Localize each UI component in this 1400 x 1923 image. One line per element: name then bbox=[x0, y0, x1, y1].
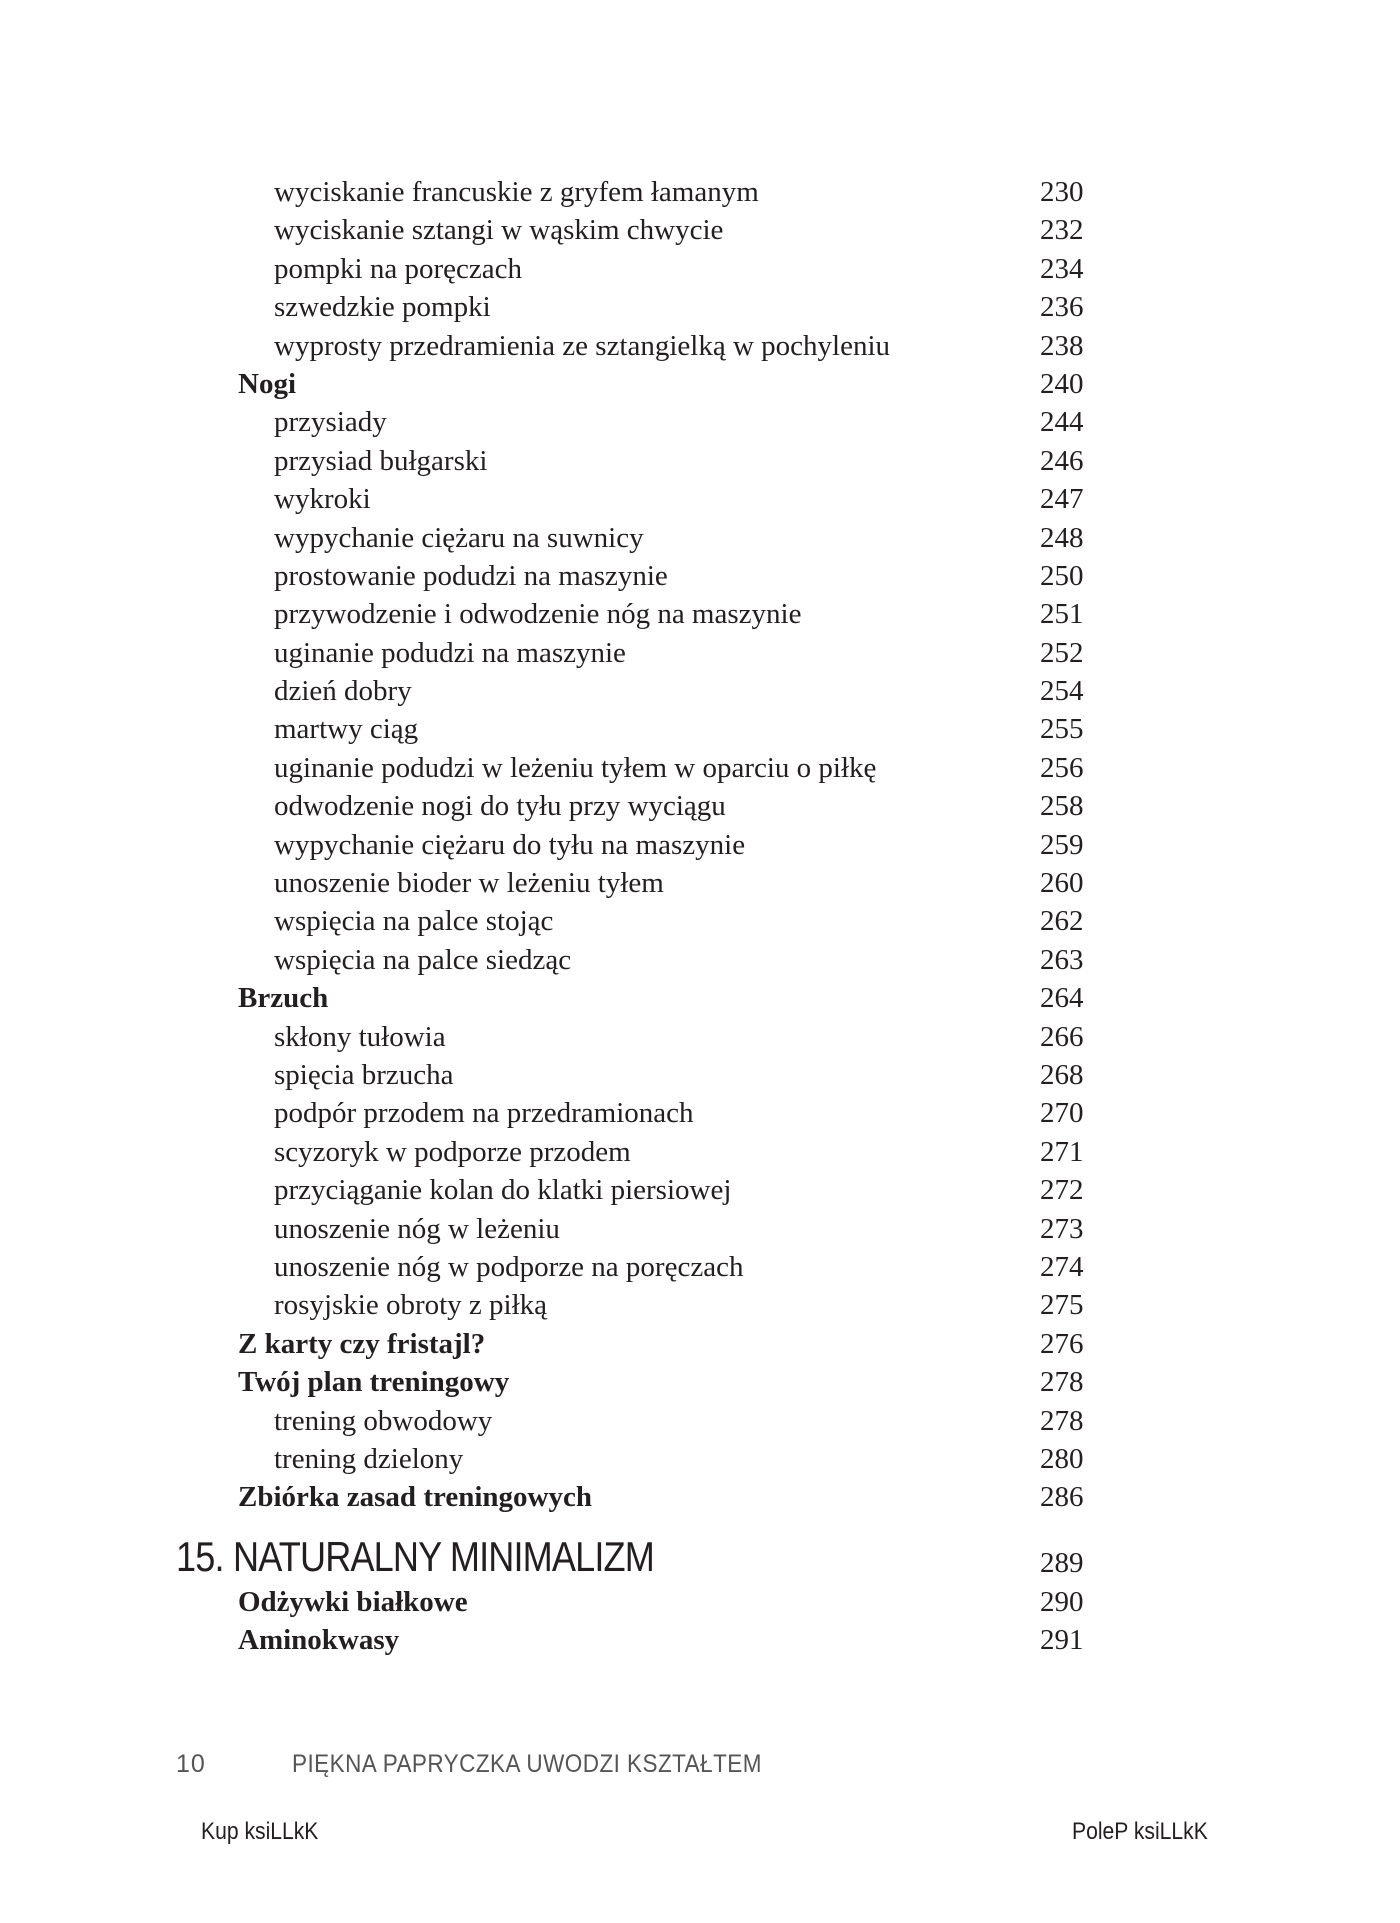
toc-entry-page-number: 280 bbox=[1040, 1442, 1084, 1475]
toc-section-entry bbox=[0, 1478, 1400, 1516]
toc-item-entry bbox=[0, 173, 1400, 211]
toc-section-entry bbox=[0, 365, 1400, 403]
toc-item-entry bbox=[0, 749, 1400, 787]
toc-entry-title: spięcia brzucha bbox=[274, 1058, 454, 1091]
toc-entry-title: dzień dobry bbox=[274, 675, 412, 708]
toc-entry-title: rosyjskie obroty z piłką bbox=[274, 1289, 548, 1322]
toc-entry-title: unoszenie nóg w podporze na poręczach bbox=[274, 1250, 744, 1283]
toc-item-entry bbox=[0, 1402, 1400, 1440]
recommend-book-link[interactable]: PoleP ksiLLkK bbox=[1072, 1818, 1208, 1845]
toc-entry-title: odwodzenie nogi do tyłu przy wyciągu bbox=[274, 790, 726, 823]
toc-section-entry bbox=[0, 1621, 1400, 1659]
toc-section-entry bbox=[0, 979, 1400, 1017]
toc-entry-page-number: 259 bbox=[1040, 828, 1084, 861]
toc-entry-page-number: 270 bbox=[1040, 1097, 1084, 1130]
toc-section-entry bbox=[0, 1325, 1400, 1363]
toc-entry-title: przywodzenie i odwodzenie nóg na maszynie bbox=[274, 598, 802, 631]
toc-item-entry bbox=[0, 327, 1400, 365]
toc-entry-title: skłony tułowia bbox=[274, 1020, 446, 1053]
toc-entry-page-number: 252 bbox=[1040, 636, 1084, 669]
toc-entry-page-number: 266 bbox=[1040, 1020, 1084, 1053]
toc-entry-title: Brzuch bbox=[238, 982, 329, 1015]
toc-entry-page-number: 244 bbox=[1040, 406, 1084, 439]
toc-entry-title: pompki na poręczach bbox=[274, 252, 523, 285]
toc-entry-title: uginanie podudzi w leżeniu tyłem w oparciu o piłkę bbox=[274, 751, 877, 784]
toc-entry-page-number: 240 bbox=[1040, 367, 1084, 400]
toc-entry-page-number: 248 bbox=[1040, 521, 1084, 554]
toc-item-entry bbox=[0, 864, 1400, 902]
chapter-title: NATURALNY MINIMALIZM bbox=[233, 1532, 654, 1580]
toc-item-entry bbox=[0, 480, 1400, 518]
toc-entry-page-number: 273 bbox=[1040, 1212, 1084, 1245]
toc-entry-page-number: 255 bbox=[1040, 713, 1084, 746]
toc-entry-title: wypychanie ciężaru na suwnicy bbox=[274, 521, 644, 554]
toc-entry-page-number: 251 bbox=[1040, 598, 1084, 631]
toc-item-entry bbox=[0, 1171, 1400, 1209]
toc-entry-page-number: 256 bbox=[1040, 751, 1084, 784]
toc-entry-title: wyciskanie francuskie z gryfem łamanym bbox=[274, 176, 759, 208]
toc-item-entry bbox=[0, 1056, 1400, 1094]
toc-item-entry bbox=[0, 1440, 1400, 1478]
toc-item-entry bbox=[0, 1018, 1400, 1056]
toc-item-entry bbox=[0, 250, 1400, 288]
toc-entry-title: uginanie podudzi na maszynie bbox=[274, 636, 626, 669]
toc-entry-page-number: 232 bbox=[1040, 214, 1084, 247]
toc-item-entry bbox=[0, 519, 1400, 557]
toc-entry-page-number: 260 bbox=[1040, 867, 1084, 900]
toc-entry-page-number: 278 bbox=[1040, 1404, 1084, 1437]
toc-entry-page-number: 268 bbox=[1040, 1058, 1084, 1091]
toc-entry-title: przysiad bułgarski bbox=[274, 444, 488, 477]
toc-entry-title: Odżywki białkowe bbox=[238, 1585, 468, 1618]
toc-item-entry bbox=[0, 211, 1400, 249]
toc-entry-page-number: 263 bbox=[1040, 943, 1084, 976]
toc-entry-title: przysiady bbox=[274, 406, 387, 439]
toc-entry-title: martwy ciąg bbox=[274, 713, 419, 746]
buy-book-link[interactable]: Kup ksiLLkK bbox=[201, 1818, 319, 1845]
footer-book-title: PIĘKNA PAPRYCZKA UWODZI KSZTAŁTEM bbox=[292, 1750, 762, 1778]
toc-item-entry bbox=[0, 902, 1400, 940]
toc-entry-page-number: 230 bbox=[1040, 176, 1084, 208]
toc-entry-page-number: 234 bbox=[1040, 252, 1084, 285]
toc-item-entry bbox=[0, 1133, 1400, 1171]
page-footer bbox=[0, 1750, 1400, 1790]
toc-item-entry bbox=[0, 672, 1400, 710]
toc-entry-page-number: 276 bbox=[1040, 1327, 1084, 1360]
toc-entry-title: wypychanie ciężaru do tyłu na maszynie bbox=[274, 828, 746, 861]
toc-entry-title: wyciskanie sztangi w wąskim chwycie bbox=[274, 214, 724, 247]
toc-entry-page-number: 286 bbox=[1040, 1481, 1084, 1514]
toc-item-entry bbox=[0, 1210, 1400, 1248]
toc-entry-page-number: 290 bbox=[1040, 1585, 1084, 1618]
toc-item-entry bbox=[0, 710, 1400, 748]
toc-entry-title: wspięcia na palce stojąc bbox=[274, 905, 554, 938]
toc-section-entry bbox=[0, 1583, 1400, 1621]
toc-item-entry bbox=[0, 1286, 1400, 1324]
toc-entry-title: prostowanie podudzi na maszynie bbox=[274, 559, 668, 592]
toc-entry-page-number: 274 bbox=[1040, 1250, 1084, 1283]
toc-entry-title: wspięcia na palce siedząc bbox=[274, 943, 572, 976]
toc-item-entry bbox=[0, 826, 1400, 864]
toc-entry-page-number: 254 bbox=[1040, 675, 1084, 708]
toc-entry-title: Aminokwasy bbox=[238, 1624, 400, 1657]
toc-item-entry bbox=[0, 787, 1400, 825]
toc-item-entry bbox=[0, 403, 1400, 441]
toc-entry-page-number: 262 bbox=[1040, 905, 1084, 938]
toc-entry-title: Twój plan treningowy bbox=[238, 1366, 510, 1399]
toc-entry-page-number: 271 bbox=[1040, 1135, 1084, 1168]
toc-section-entry bbox=[0, 1363, 1400, 1401]
footer-page-number: 10 bbox=[176, 1750, 206, 1778]
toc-entry-page-number: 272 bbox=[1040, 1174, 1084, 1207]
toc-entry-title: Nogi bbox=[238, 367, 296, 400]
toc-entry-title: trening dzielony bbox=[274, 1442, 464, 1475]
toc-chapter-heading bbox=[0, 1531, 1400, 1583]
toc-entry-title: wykroki bbox=[274, 483, 371, 516]
toc-entry-page-number: 247 bbox=[1040, 483, 1084, 516]
toc-entry-page-number: 236 bbox=[1040, 291, 1084, 324]
toc-entry-title: przyciąganie kolan do klatki piersiowej bbox=[274, 1174, 732, 1207]
toc-entry-title: szwedzkie pompki bbox=[274, 291, 491, 324]
toc-entry-title: Z karty czy fristajl? bbox=[238, 1327, 486, 1360]
toc-item-entry bbox=[0, 595, 1400, 633]
toc-entry-title: podpór przodem na przedramionach bbox=[274, 1097, 694, 1130]
toc-entry-title: wyprosty przedramienia ze sztangielką w pochyleniu bbox=[274, 329, 891, 362]
toc-entry-title: scyzoryk w podporze przodem bbox=[274, 1135, 631, 1168]
toc-entry-page-number: 246 bbox=[1040, 444, 1084, 477]
toc-item-entry bbox=[0, 1094, 1400, 1132]
toc-entry-page-number: 264 bbox=[1040, 982, 1084, 1015]
toc-entry-title: unoszenie bioder w leżeniu tyłem bbox=[274, 867, 664, 900]
toc-entry-page-number: 250 bbox=[1040, 559, 1084, 592]
toc-item-entry bbox=[0, 1248, 1400, 1286]
toc-item-entry bbox=[0, 634, 1400, 672]
table-of-contents bbox=[0, 173, 1400, 1659]
toc-item-entry bbox=[0, 442, 1400, 480]
toc-entry-page-number: 258 bbox=[1040, 790, 1084, 823]
toc-entry-page-number: 291 bbox=[1040, 1624, 1084, 1657]
toc-entry-page-number: 278 bbox=[1040, 1366, 1084, 1399]
chapter-number: 15. bbox=[176, 1532, 224, 1580]
toc-entry-title: Zbiórka zasad treningowych bbox=[238, 1481, 592, 1514]
toc-entry-title: unoszenie nóg w leżeniu bbox=[274, 1212, 560, 1245]
chapter-page-number: 289 bbox=[1040, 1546, 1084, 1579]
toc-entry-page-number: 275 bbox=[1040, 1289, 1084, 1322]
toc-entry-title: trening obwodowy bbox=[274, 1404, 493, 1437]
toc-entries-before-chapter bbox=[0, 173, 1400, 1517]
toc-item-entry bbox=[0, 557, 1400, 595]
toc-item-entry bbox=[0, 288, 1400, 326]
toc-item-entry bbox=[0, 941, 1400, 979]
toc-entries-after-chapter bbox=[0, 1583, 1400, 1660]
toc-entry-page-number: 238 bbox=[1040, 329, 1084, 362]
